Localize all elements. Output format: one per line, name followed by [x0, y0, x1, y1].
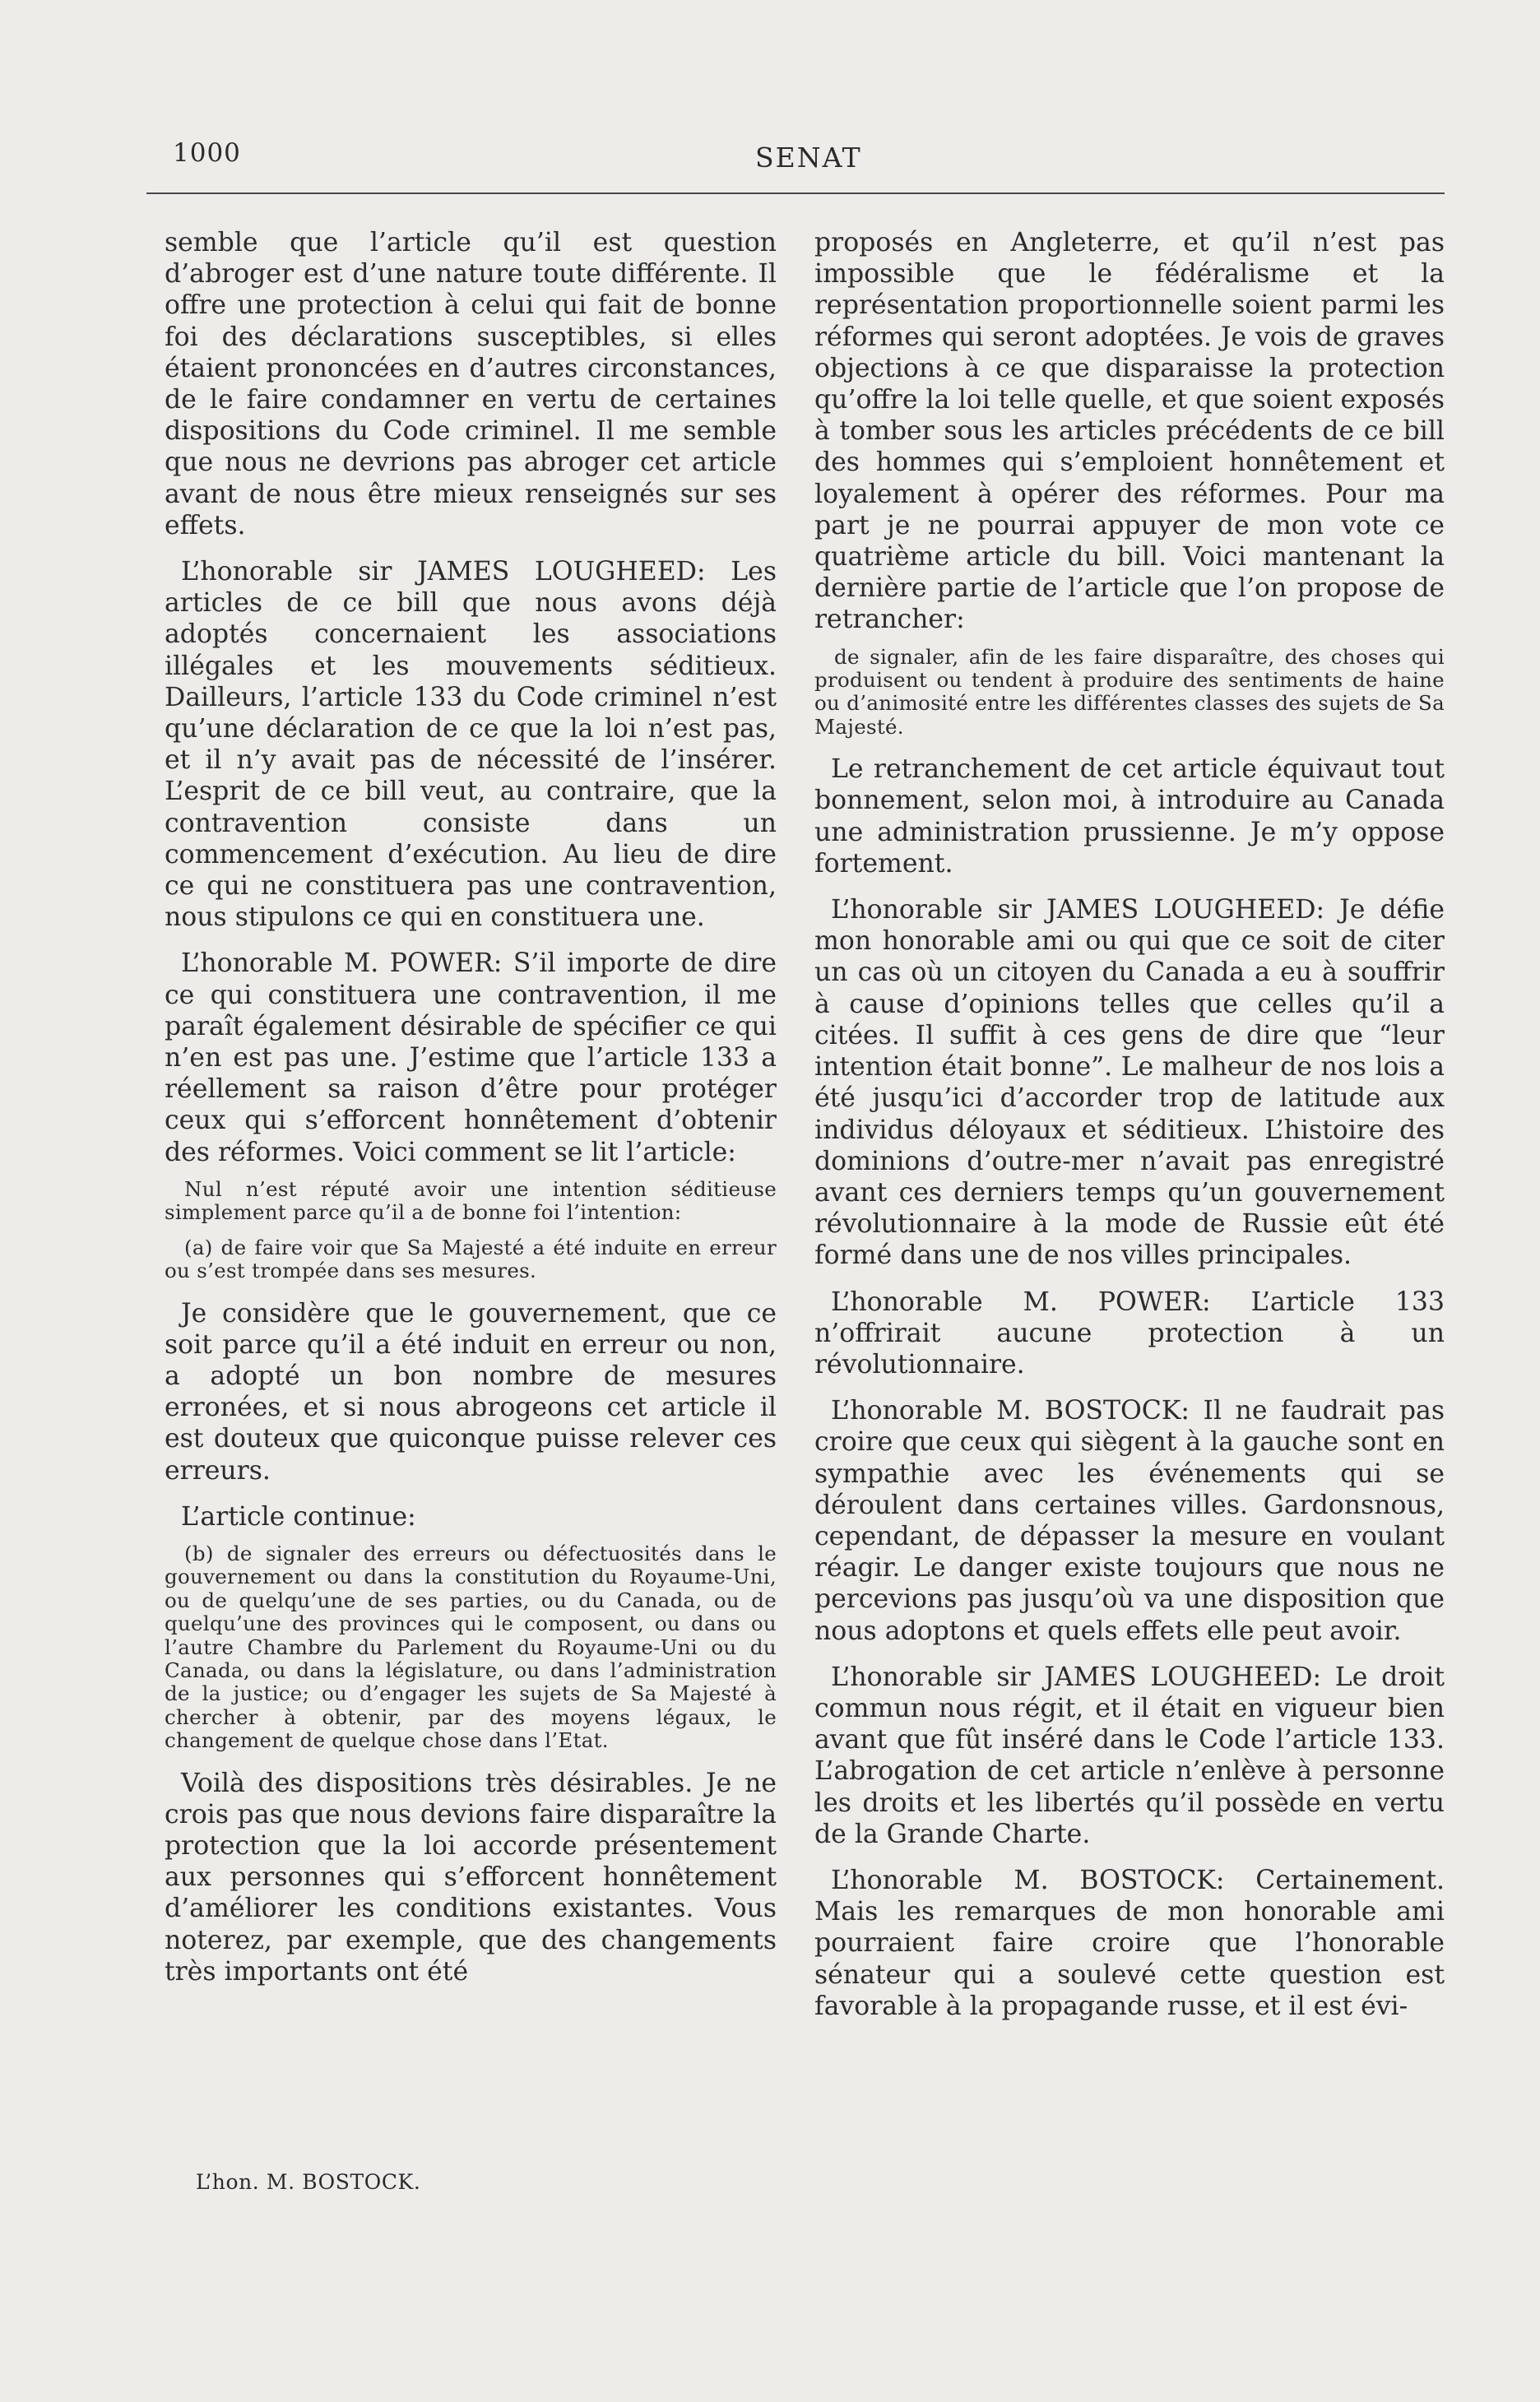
- paragraph: L’honorable M. BOSTOCK: Il ne faudrait pas croire que ceux qui siègent à la gauche sont en sympathie avec les événements qui se déroulent dans certaines villes. Gardonsnous, cependant, de dépasser la mesure en voulant réagir. Le danger existe toujours que nous ne percevions pas jusqu’où va une disposition que nous adoptons et quels effets elle peut avoir.: [814, 1396, 1445, 1646]
- right-column: [814, 227, 1445, 2022]
- footer-speaker: L’hon. M. BOSTOCK.: [196, 2170, 421, 2194]
- quoted-article: (b) de signaler des erreurs ou défectuosités dans le gouvernement ou dans la constitution du Royaume-Uni, ou de quelqu’une de ses parties, ou du Canada, ou de quelqu’une des provinces qui le composent, ou dans ou l’autre Chambre du Parlement du Royaume-Uni ou du Canada, ou dans la législature, ou dans l’administration de la justice; ou d’engager les sujets de Sa Majesté à chercher à obtenir, par des moyens légaux, le changement de quelque chose dans l’Etat.: [165, 1541, 777, 1753]
- paragraph: L’honorable sir JAMES LOUGHEED: Le droit commun nous régit, et il était en vigueur bien avant que fût inséré dans le Code l’article 133. L’abrogation de cet article n’enlève à personne les droits et les libertés qu’il possède en vertu de la Grande Charte.: [814, 1662, 1445, 1849]
- paragraph: L’honorable sir JAMES LOUGHEED: Je défie mon honorable ami ou qui que ce soit de citer un cas où un citoyen du Canada a eu à souffrir à cause d’opinions telles que celles qu’il a citées. Il suffit à ces gens de dire que “leur intention était bonne”. Le malheur de nos lois a été jusqu’ici d’accorder trop de latitude aux individus déloyaux et séditieux. L’histoire des dominions d’outre-mer n’avait pas enregistré avant ces derniers temps qu’un gouvernement révolutionnaire à la mode de Russie eût été formé dans une de nos villes principales.: [814, 895, 1445, 1271]
- page-header: [173, 132, 1448, 197]
- paragraph: L’honorable sir JAMES LOUGHEED: Les articles de ce bill que nous avons déjà adoptés concernaient les associations illégales et les mouvements séditieux. Dailleurs, l’article 133 du Code criminel n’est qu’une déclaration de ce que la loi n’est pas, et il n’y avait pas de nécessité de l’insérer. L’esprit de ce bill veut, au contraire, que la contravention consiste dans un commencement d’exécution. Au lieu de dire ce qui ne constituera pas une contravention, nous stipulons ce qui en constituera une.: [165, 557, 777, 933]
- paragraph: L’article continue:: [181, 1501, 416, 1532]
- quoted-article: de signaler, afin de les faire disparaître, des choses qui produisent ou tendent à produire des sentiments de haine ou d’animosité entre les différentes classes des sujets de Sa Majesté.: [814, 644, 1445, 739]
- paragraph: proposés en Angleterre, et qu’il n’est pas impossible que le fédéralisme et la représentation proportionnelle soient parmi les réformes qui seront adoptées. Je vois de graves objections à ce que disparaisse la protection qu’offre la loi telle quelle, et que soient exposés à tomber sous les articles précédents de ce bill des hommes qui s’emploient honnêtement et loyalement à opérer des réformes. Pour ma part je ne pourrai appuyer de mon vote ce quatrième article du bill. Voici mantenant la dernière partie de l’article que l’on propose de retrancher:: [814, 228, 1445, 635]
- running-head: SENAT: [755, 141, 862, 174]
- page-number: 1000: [173, 138, 241, 168]
- paragraph: L’honorable M. BOSTOCK: Certainement. Mais les remarques de mon honorable ami pourraient faire croire que l’honorable sénateur qui a soulevé cette question est favorable à la propagande russe, et il est évi-: [814, 1865, 1445, 2021]
- quoted-article: (a) de faire voir que Sa Majesté a été induite en erreur ou s’est trompée dans ses mesures.: [165, 1235, 777, 1283]
- paragraph: L’honorable M. POWER: S’il importe de dire ce qui constituera une contravention, il me paraît également désirable de spécifier ce qui n’en est pas une. J’estime que l’article 133 a réellement sa raison d’être pour protéger ceux qui s’efforcent honnêtement d’obtenir des réformes. Voici comment se lit l’article:: [165, 948, 777, 1167]
- paragraph: semble que l’article qu’il est question d’abroger est d’une nature toute différente. Il offre une protection à celui qui fait de bonne foi des déclarations susceptibles, si elles étaient prononcées en d’autres circonstances, de le faire condamner en vertu de certaines dispositions du Code criminel. Il me semble que nous ne devrions pas abroger cet article avant de nous être mieux renseignés sur ses effets.: [165, 228, 777, 540]
- left-column: [165, 227, 777, 1987]
- paragraph: Le retranchement de cet article équivaut tout bonnement, selon moi, à introduire au Canada une administration prussienne. Je m’y oppose fortement.: [814, 754, 1445, 879]
- paragraph: Voilà des dispositions très désirables. Je ne crois pas que nous devions faire disparaître la protection que la loi accorde présentement aux personnes qui s’efforcent honnêtement d’améliorer les conditions existantes. Vous noterez, par exemple, que des changements très importants ont été: [165, 1768, 777, 1987]
- paragraph: L’honorable M. POWER: L’article 133 n’offrirait aucune protection à un révolutionnaire.: [814, 1287, 1445, 1380]
- quoted-article: Nul n’est réputé avoir une intention séditieuse simplement parce qu’il a de bonne foi l’intention:: [165, 1176, 777, 1225]
- header-rule: [146, 192, 1445, 194]
- paragraph: Je considère que le gouvernement, que ce soit parce qu’il a été induit en erreur ou non, a adopté un bon nombre de mesures erronées, et si nous abrogeons cet article il est douteux que quiconque puisse relever ces erreurs.: [165, 1298, 777, 1486]
